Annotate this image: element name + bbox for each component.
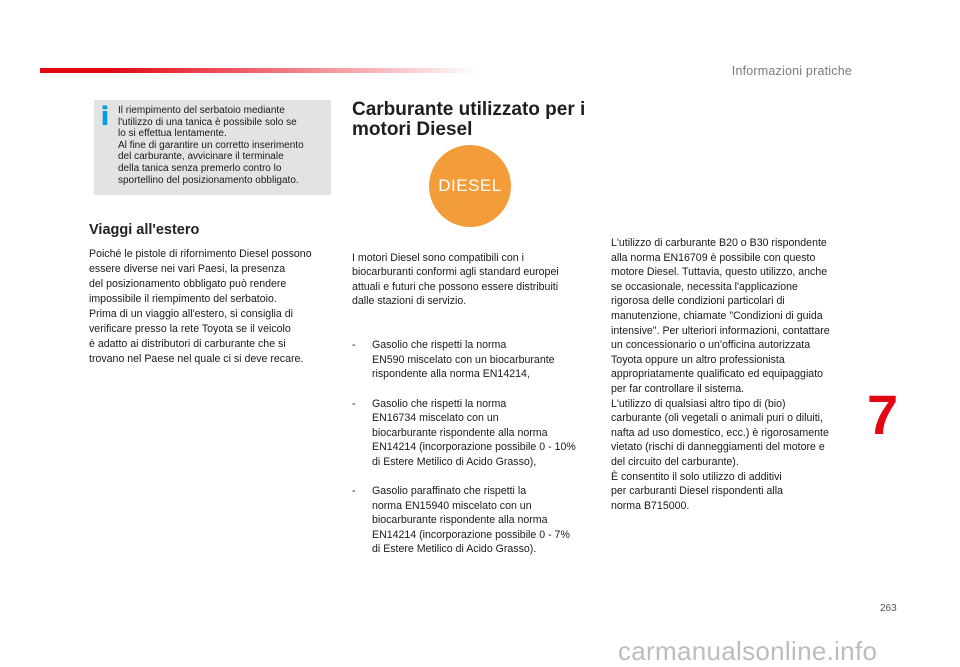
biofuel-usage-text: L'utilizzo di carburante B20 o B30 rispondente alla norma EN16709 è possibile con questo motore Diesel. Tuttavia, questo utilizzo, anche se occasionale, necessita l'applicazione rigorosa delle condizioni particolari di manutenzione, chiamate "Condizioni di guida intensive". Per ulteriori informazioni, contattare un concessionario o un'officina autorizzata Toyota oppure un altro professionista appropriatamente qualificato ed equipaggiato per far controllare il sistema. L'utilizzo di qualsiasi altro tipo di (bio) carburante (oli vegetali o animali puri o diluiti, nafta ad uso domestico, ecc.) è rigorosamente vietato (rischi di danneggiamenti del motore e del circuito del carburante). È consentito il solo utilizzo di additivi per carburanti Diesel rispondenti alla norma B715000. <box>611 237 830 512</box>
chapter-number: 7 <box>867 383 899 446</box>
list-item-text: Gasolio paraffinato che rispetti la norma EN15940 miscelato con un biocarburante rispondente alla norma EN14214 (incorporazione possibile 0 - 7% di Estere Metilico di Acido Grasso). <box>372 485 570 556</box>
list-item-text: Gasolio che rispetti la norma EN16734 miscelato con un biocarburante rispondente alla norma EN14214 (incorporazione possibile 0 - 10% di Estere Metilico di Acido Grasso), <box>372 397 576 468</box>
info-box <box>94 100 331 195</box>
list-item <box>352 484 604 557</box>
dash-bullet: - <box>352 485 356 498</box>
section-title: Informazioni pratiche <box>731 64 852 78</box>
page-title: Carburante utilizzato per i motori Diesel <box>352 99 586 140</box>
info-icon: i <box>100 102 110 132</box>
fuel-list <box>352 324 604 572</box>
info-box-text: Il riempimento del serbatoio mediante l'utilizzo di una tanica è possibile solo se lo si effettua lentamente. Al fine di garantire un corretto inserimento del carburante, avvicinare il terminale della tanica senza premerlo contro lo sportellino del posizionamento obbligato. <box>118 105 304 186</box>
abroad-heading: Viaggi all'estero <box>89 222 200 238</box>
dash-bullet: - <box>352 397 356 410</box>
fuel-compatibility-column <box>352 236 604 586</box>
dash-bullet: - <box>352 339 356 352</box>
page-number: 263 <box>880 603 897 614</box>
list-item-text: Gasolio che rispetti la norma EN590 miscelato con un biocarburante rispondente alla norma EN14214, <box>372 339 555 381</box>
list-item <box>352 338 604 382</box>
abroad-text: Poiché le pistole di rifornimento Diesel possono essere diverse nei vari Paesi, la presenza del posizionamento obbligato può rendere impossibile il riempimento del serbatoio. Prima di un viaggio all'estero, si consiglia di verificare presso la rete Toyota se il veicolo è adatto ai distributori di carburante che si trovano nel Paese nel quale ci si deve recare. <box>89 248 312 365</box>
fuel-intro-text: I motori Diesel sono compatibili con i biocarburanti conformi agli standard europei attuali e futuri che possono essere distribuiti dalle stazioni di servizio. <box>352 251 559 308</box>
header-accent-bar <box>40 68 480 73</box>
list-item <box>352 397 604 470</box>
watermark: carmanualsonline.info <box>618 636 878 666</box>
diesel-badge: DIESEL <box>429 145 511 227</box>
